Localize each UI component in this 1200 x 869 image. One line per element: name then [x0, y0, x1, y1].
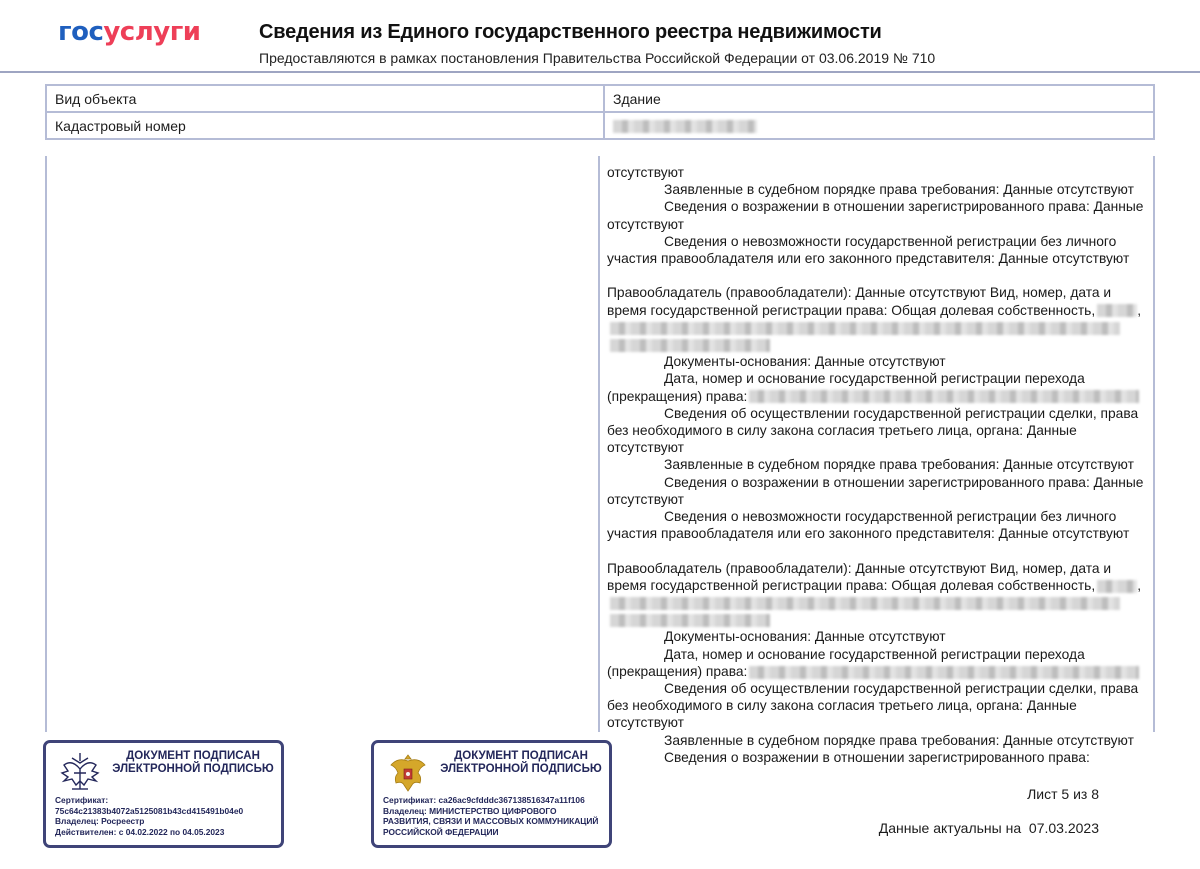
- record-line: Правообладатель (правообладатели): Данные отсутствуют Вид, номер, дата и время государственной регистрации права: Общая долевая собственность, ,: [607, 560, 1153, 629]
- certificate-owner: Владелец: МИНИСТЕРСТВО ЦИФРОВОГО РАЗВИТИЯ, СВЯЗИ И МАССОВЫХ КОММУНИКАЦИЙ РОССИЙСКОЙ ФЕДЕРАЦИИ: [383, 805, 599, 837]
- redacted-text: [610, 322, 1120, 335]
- coat-of-arms-icon: [386, 749, 430, 795]
- redacted-text: [1097, 580, 1137, 593]
- document-subtitle: Предоставляются в рамках постановления Правительства Российской Федерации от 03.06.2019 № 710: [259, 50, 936, 66]
- data-actual-date: [879, 820, 1099, 836]
- record-line: [607, 198, 1153, 232]
- record-text: Сведения о возражении в отношении зарегистрированного права:: [664, 749, 1090, 765]
- record-text: Правообладатель (правообладатели): Данные отсутствуют Вид, номер, дата и время государственной регистрации права: Общая долевая собственность,: [607, 560, 1112, 593]
- record-text: Сведения о невозможности государственной регистрации без личного участия правообладателя или его законного представителя: Данные отсутствуют: [607, 509, 1130, 542]
- logo-part-uslugi: услуги: [103, 17, 201, 47]
- record-line: [607, 456, 1153, 473]
- redacted-text: [749, 666, 1139, 679]
- record-line: Правообладатель (правообладатели): Данные отсутствуют Вид, номер, дата и время государственной регистрации права: Общая долевая собственность, ,: [607, 284, 1153, 353]
- document-title: Сведения из Единого государственного реестра недвижимости: [259, 21, 882, 43]
- e-signature-stamp-mintsifry: [371, 740, 612, 848]
- record-line: [607, 732, 1153, 749]
- certificate-number: 75c64c21383b4072a5125081b43cd415491b04e0: [55, 805, 244, 816]
- actual-date: 07.03.2023: [1028, 820, 1099, 836]
- page-header: [0, 0, 1200, 73]
- record-text: Дата, номер и основание государственной регистрации перехода (прекращения) права:: [607, 371, 1085, 404]
- cadastral-number-label: Кадастровый номер: [46, 112, 604, 139]
- record-text: Дата, номер и основание государственной регистрации перехода (прекращения) права:: [607, 646, 1085, 679]
- redacted-text: [610, 614, 770, 627]
- record-line: [607, 680, 1153, 732]
- record-line: [607, 474, 1153, 508]
- redacted-cadastral-number: [613, 120, 757, 133]
- certificate-owner: Владелец: Росреестр: [55, 816, 145, 826]
- record-text: Заявленные в судебном порядке права требования: Данные отсутствуют: [664, 732, 1134, 748]
- paragraph-gap: [607, 542, 1153, 559]
- record-text: Заявленные в судебном порядке права требования: Данные отсутствуют: [664, 182, 1134, 198]
- logo-part-gos: гос: [58, 17, 104, 47]
- record-text: Заявленные в судебном порядке права требования: Данные отсутствуют: [664, 457, 1134, 473]
- record-line: [607, 370, 1153, 404]
- record-text: Сведения о невозможности государственной регистрации без личного участия правообладателя или его законного представителя: Данные отсутствуют: [607, 233, 1130, 267]
- certificate-number: Сертификат: ca26ac9cfdddc367138516347a11f106: [383, 795, 585, 805]
- stamp-details: [383, 795, 603, 837]
- cadastral-number-value: [604, 112, 1154, 139]
- redacted-text: [610, 597, 1120, 610]
- redacted-text: [1097, 304, 1137, 317]
- record-line: [607, 749, 1153, 766]
- table-row: [46, 112, 1154, 139]
- paragraph-gap: [607, 267, 1153, 284]
- record-text: Сведения об осуществлении государственной регистрации сделки, права без необходимого в силу закона согласия третьего лица, органа: Данные отсутствуют: [607, 405, 1139, 456]
- record-text: Правообладатель (правообладатели): Данные отсутствуют Вид, номер, дата и время государственной регистрации права: Общая долевая собственность,: [607, 285, 1112, 318]
- record-line: [607, 628, 1153, 645]
- e-signature-stamp-rosreestr: [43, 740, 284, 848]
- record-text: Сведения о возражении в отношении зарегистрированного права: Данные отсутствуют: [607, 199, 1144, 232]
- object-info-table: [45, 84, 1155, 140]
- certificate-label: Сертификат:: [55, 795, 109, 805]
- stamp-details: [55, 795, 275, 837]
- content-right-column: [600, 156, 1155, 765]
- record-text: Документы-основания: Данные отсутствуют: [664, 354, 946, 370]
- record-text: Сведения об осуществлении государственной регистрации сделки, права без необходимого в силу закона согласия третьего лица, органа: Данные отсутствуют: [607, 681, 1139, 731]
- record-line: [607, 508, 1153, 542]
- object-type-value: Здание: [604, 85, 1154, 112]
- record-text: отсутствуют: [607, 165, 685, 180]
- record-line: [607, 233, 1153, 267]
- actual-label: Данные актуальны на: [878, 820, 1022, 836]
- record-text: Документы-основания: Данные отсутствуют: [664, 629, 946, 645]
- sheet-number: Лист 5 из 8: [1027, 786, 1099, 802]
- content-left-column: [45, 156, 600, 732]
- certificate-validity: Действителен: с 04.02.2022 по 04.05.2023: [55, 826, 225, 837]
- stamp-title: ДОКУМЕНТ ПОДПИСАН ЭЛЕКТРОННОЙ ПОДПИСЬЮ: [440, 750, 602, 775]
- record-line: [607, 646, 1153, 680]
- record-text: Сведения о возражении в отношении зарегистрированного права: Данные отсутствуют: [607, 474, 1144, 507]
- object-type-label: Вид объекта: [46, 85, 604, 112]
- record-line: [607, 164, 1153, 181]
- redacted-text: [749, 390, 1139, 403]
- record-line: [607, 353, 1153, 370]
- gosuslugi-logo: [58, 16, 201, 48]
- record-line: [607, 405, 1153, 457]
- record-line: [607, 181, 1153, 198]
- rosreestr-emblem-icon: [58, 749, 102, 795]
- table-row: [46, 85, 1154, 112]
- stamp-title: ДОКУМЕНТ ПОДПИСАН ЭЛЕКТРОННОЙ ПОДПИСЬЮ: [112, 750, 274, 775]
- redacted-text: [610, 339, 770, 352]
